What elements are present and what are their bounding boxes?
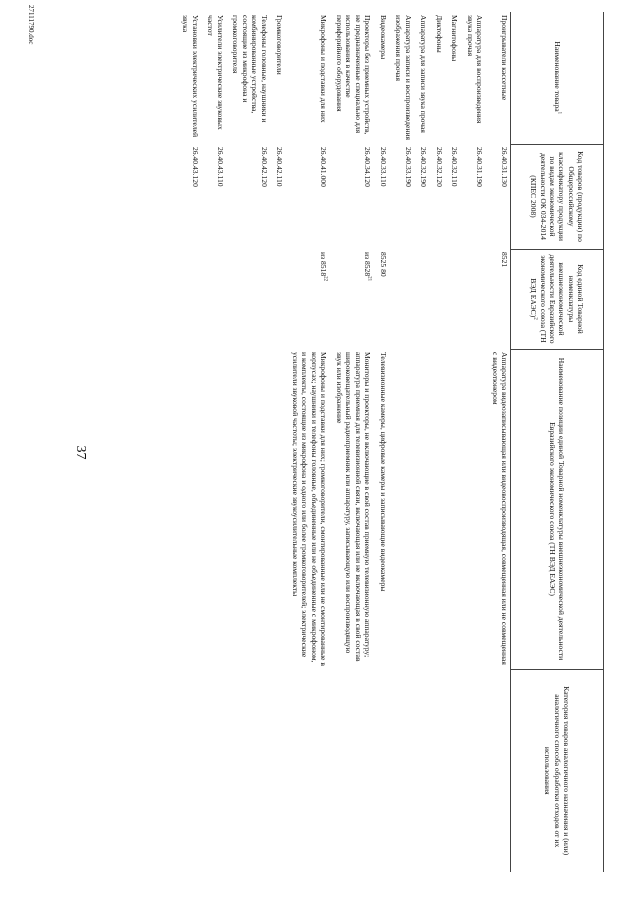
- row-tnved-code-cell: из 8528$^{21}$: [363, 252, 373, 282]
- header-category: Категория товаров аналогичного назначения и (или) аналогичного способа обработки отходов от их использования: [511, 669, 604, 872]
- row-name-cell: Аппаратура записи и воспроизведения изображения прочая: [394, 15, 413, 141]
- row-tnved-code-cell: [414, 249, 429, 349]
- row-name-cell: Микрофоны и подставки для них: [319, 15, 329, 123]
- row-tnved-code-cell: 8521: [500, 252, 509, 268]
- row-okpd2-cell: 26.40.33.190: [403, 147, 413, 187]
- row-category-cell: [445, 669, 460, 872]
- table-row: [201, 12, 226, 872]
- row-tnved-name-cell: Аппаратура видеозаписывающая или видеовоспроизводящая, совмещенная или не совмещенная с видеотюнером: [490, 352, 509, 665]
- row-okpd2-cell: 26.40.32.110: [450, 147, 460, 187]
- table-row: [460, 12, 485, 872]
- row-tnved-code-cell: [445, 249, 460, 349]
- row-okpd2-cell: 26.40.32.120: [434, 147, 444, 187]
- row-name-cell: Установки электрических усилителей звука: [181, 15, 200, 138]
- row-okpd2-cell: 26.40.31.130: [500, 147, 509, 187]
- row-category-cell: [285, 669, 329, 872]
- row-tnved-name-cell: [226, 349, 270, 669]
- row-name-cell: Диктофоны: [434, 15, 444, 53]
- row-okpd2-cell: 26.40.31.190: [475, 147, 485, 187]
- row-okpd2-cell: 26.40.32.190: [419, 147, 429, 187]
- table-header-row: [511, 12, 604, 872]
- row-okpd2-cell: 26.40.43.120: [190, 147, 200, 187]
- header-tnved-code: Код единой Товарной номенклатуры внешнеэкономической деятельности Евразийского экономического союза (ТН ВЭД ЕАЭС)$^2$: [511, 249, 604, 349]
- row-okpd2-cell: 26.40.33.110: [378, 147, 388, 187]
- document-filename: 27111790.doc: [27, 5, 35, 45]
- table-row: [445, 12, 460, 872]
- row-tnved-code-cell: [389, 249, 414, 349]
- row-category-cell: [201, 669, 226, 872]
- row-category-cell: [414, 669, 429, 872]
- row-tnved-name-cell: Микрофоны и подставки для них; громкоговорители, смонтированные или не смонтированные в корпусах; наушники и телефоны головные, объединенные или не объединенные с микрофоном, и комплекты, состоящие из микрофона и одного или более громкоговорителей; электрические усилители звуковой частоты; электрические звукоусилительные комплекты: [290, 352, 329, 666]
- table-row: [285, 12, 329, 872]
- row-tnved-name-cell: Мониторы и проекторы, не включающие в свой состав приемную телевизионную аппаратуру; аппаратура приемная для телевизионной связи, включающая или не включающая в свой состав широковещательный радиоприемник или аппаратуру, записывающую или воспроизводящую звук или изображение: [334, 352, 373, 662]
- row-okpd2-cell: 26.40.42.110: [275, 147, 285, 187]
- row-name-cell: Магнитофоны: [450, 15, 460, 62]
- page-number: 37: [73, 445, 88, 460]
- table-row: [389, 12, 414, 872]
- goods-table: [176, 12, 604, 872]
- header-tnved-name: Наименование позиции единой Товарной номенклатуры внешнеэкономической деятельности Евразийского экономического союза (ТН ВЭД ЕАЭС): [511, 349, 604, 669]
- row-name-cell: Аппаратура для записи звука прочая: [419, 15, 429, 133]
- row-tnved-code-cell: [201, 249, 226, 349]
- row-name-cell: Громкоговорители: [275, 15, 285, 75]
- row-category-cell: [373, 669, 388, 872]
- table-row: [270, 12, 285, 872]
- row-okpd2-cell: 26.40.34.120: [363, 147, 373, 187]
- table-row: [485, 12, 510, 872]
- row-tnved-name-cell: [176, 349, 201, 669]
- row-category-cell: [270, 669, 285, 872]
- row-tnved-code-cell: [270, 249, 285, 349]
- table-row: [414, 12, 429, 872]
- row-tnved-name-cell: [201, 349, 226, 669]
- row-okpd2-cell: 26.40.42.120: [259, 147, 269, 187]
- row-tnved-code-cell: из 8518$^{22}$: [319, 252, 329, 282]
- row-tnved-name-cell: [445, 349, 460, 669]
- table-row: [176, 12, 201, 872]
- row-name-cell: Проекторы без приемных устройств, не предназначенные специально для использования в качестве периферийного оборудования: [334, 15, 373, 135]
- row-name-cell: Видеокамеры: [378, 15, 388, 60]
- row-okpd2-cell: 26.40.41.000: [319, 147, 329, 187]
- row-category-cell: [389, 669, 414, 872]
- row-category-cell: [329, 669, 373, 872]
- row-tnved-code-cell: [460, 249, 485, 349]
- row-tnved-code-cell: 8525 80: [378, 252, 388, 277]
- row-tnved-name-cell: [429, 349, 444, 669]
- row-name-cell: Аппаратура для воспроизведения звука прочая: [465, 15, 485, 124]
- row-tnved-name-cell: Телевизионные камеры, цифровые камеры и записывающие видеокамеры: [378, 352, 388, 592]
- row-category-cell: [485, 669, 510, 872]
- row-category-cell: [226, 669, 270, 872]
- row-name-cell: Проигрыватели кассетные: [500, 15, 509, 101]
- table-row: [429, 12, 444, 872]
- header-okpd2: Код товаров (продукции) по Общероссийскому классификатору продукции по видам экономической деятельности ОК 034-2014 (КПЕС 2008): [511, 144, 604, 249]
- table-row: [329, 12, 373, 872]
- row-tnved-code-cell: [176, 249, 201, 349]
- row-tnved-name-cell: [270, 349, 285, 669]
- row-tnved-name-cell: [460, 349, 485, 669]
- header-name: Наименование товара$^1$: [511, 12, 604, 144]
- row-name-cell: Телефоны головные, наушники и комбинированные устройства, состоящие из микрофона и громкоговорителя: [231, 15, 269, 123]
- row-category-cell: [460, 669, 485, 872]
- table-row: [373, 12, 388, 872]
- row-tnved-code-cell: [429, 249, 444, 349]
- table-row: [226, 12, 270, 872]
- row-tnved-name-cell: [389, 349, 414, 669]
- row-name-cell: Усилители электрические звуковых частот: [206, 15, 225, 130]
- row-category-cell: [176, 669, 201, 872]
- row-okpd2-cell: 26.40.43.110: [215, 147, 225, 187]
- row-tnved-name-cell: [414, 349, 429, 669]
- row-category-cell: [429, 669, 444, 872]
- row-tnved-code-cell: [226, 249, 270, 349]
